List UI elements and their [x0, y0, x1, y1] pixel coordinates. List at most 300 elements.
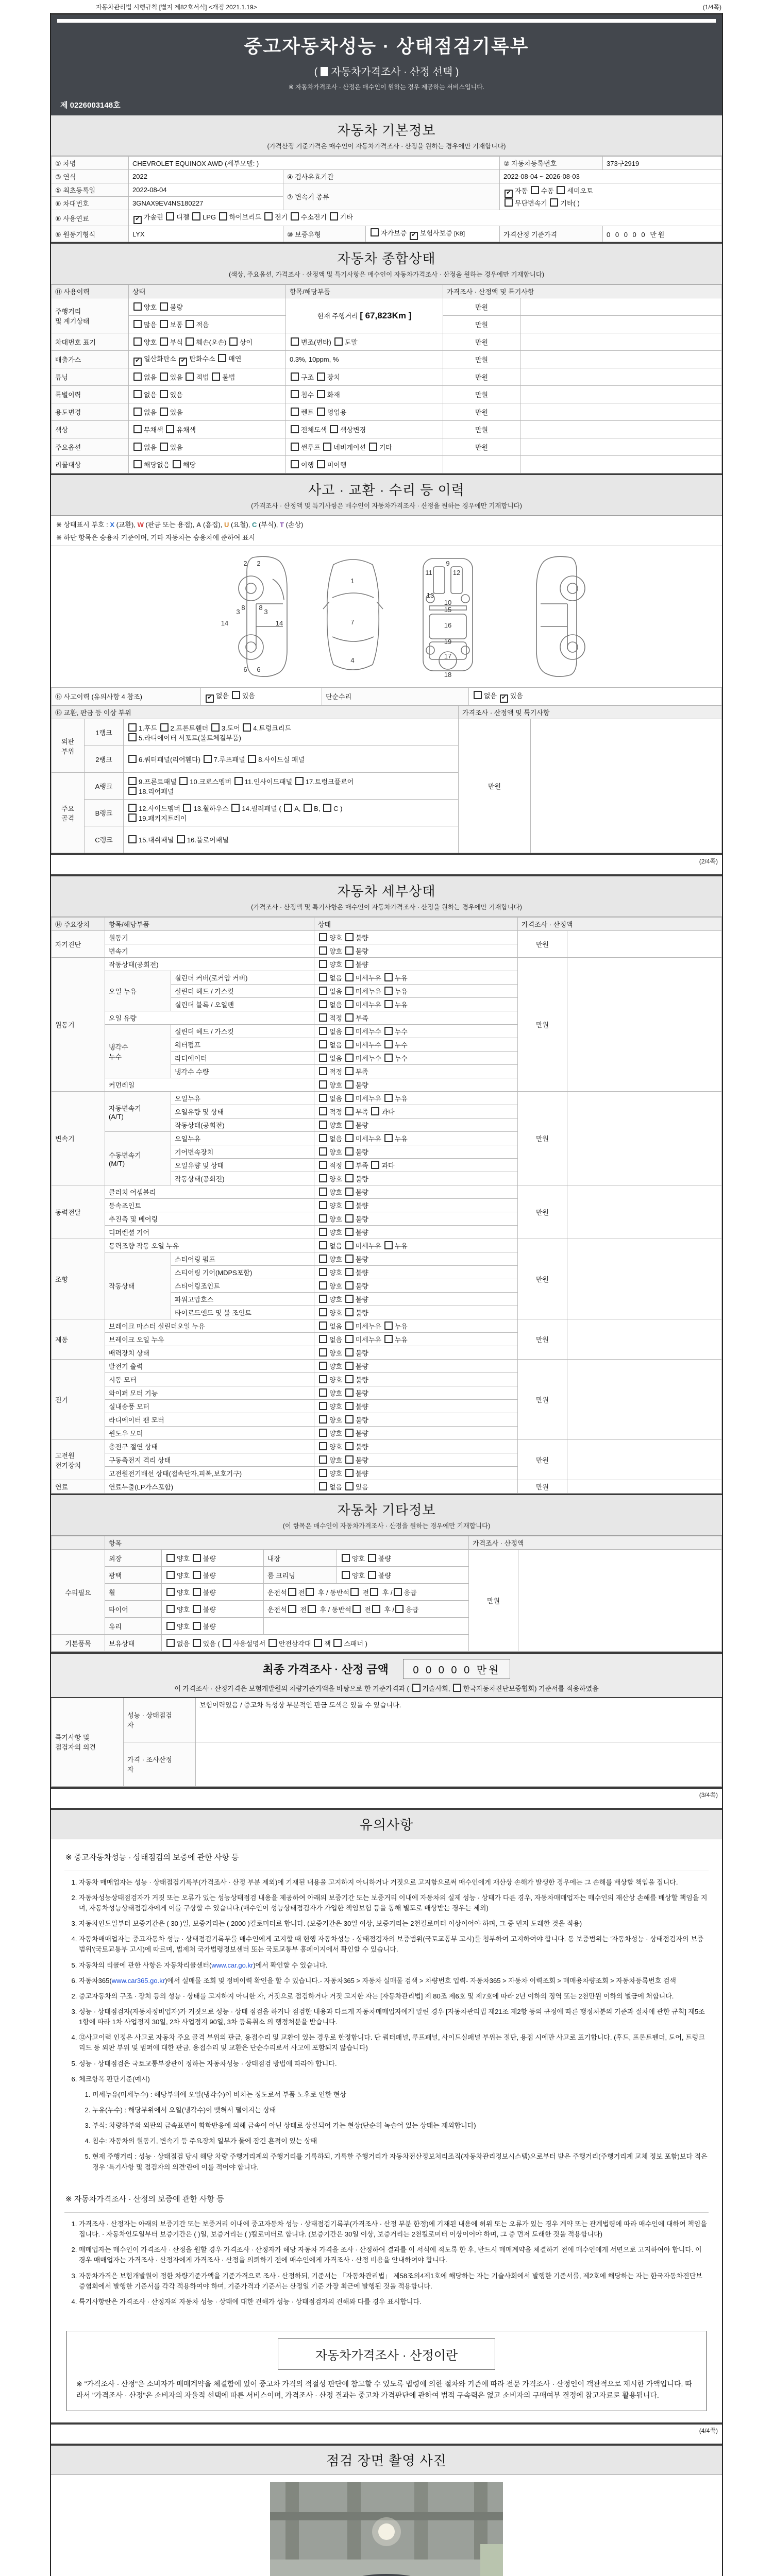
infobox-title: 자동차가격조사 · 산정이란 — [278, 2338, 495, 2370]
checkbox[interactable] — [319, 1054, 327, 1062]
checkbox[interactable] — [384, 1054, 393, 1062]
checkbox[interactable] — [291, 408, 299, 416]
checkbox[interactable] — [193, 1639, 201, 1647]
checkbox[interactable] — [128, 777, 137, 785]
state-options: 양호 불량 — [314, 1346, 518, 1360]
item-label: 타이로드엔드 및 볼 조인트 — [171, 1306, 314, 1319]
checkbox[interactable] — [243, 723, 251, 732]
checkbox[interactable] — [345, 1241, 354, 1249]
checkbox[interactable] — [160, 302, 168, 311]
checkbox[interactable] — [384, 1040, 393, 1048]
checkbox[interactable] — [160, 408, 168, 416]
checkbox[interactable] — [186, 337, 194, 346]
checkbox[interactable] — [204, 755, 212, 763]
criteria-item: 2. 누유(누수) : 해당부위에서 오일(냉각수)이 맺혀서 떨어지는 상태 — [92, 2105, 709, 2115]
checkbox[interactable] — [384, 1094, 393, 1102]
checkbox[interactable] — [248, 755, 256, 763]
price-cell: 만원 — [443, 403, 520, 421]
checkbox[interactable] — [166, 1605, 175, 1613]
checkbox[interactable] — [319, 1281, 327, 1290]
item-options: 변조(변타) 도말 — [286, 333, 443, 351]
checkbox[interactable] — [186, 372, 194, 381]
checkbox[interactable] — [505, 198, 513, 207]
checkbox[interactable] — [193, 1554, 201, 1562]
state-code-letter: T — [280, 521, 284, 529]
checkbox[interactable] — [288, 1588, 296, 1596]
item-options: 구조 장치 — [286, 368, 443, 386]
checkbox[interactable] — [319, 1335, 327, 1343]
checkbox[interactable] — [345, 1201, 354, 1209]
checkbox[interactable] — [284, 804, 292, 812]
checkbox[interactable] — [319, 1147, 327, 1156]
other-info-title: 자동차 기타정보 — [337, 1502, 436, 1518]
checkbox[interactable] — [291, 425, 299, 433]
notice-item: 2. 중고자동차의 구조 · 장치 등의 성능 · 상태를 고지하지 아니한 자, 거짓으로 점검하거나 거짓 고지한 자는 [자동차관리법] 제 80조 제6호 및 제7호에 따라 2년 이하의 징역 또는 2천만원 이하의 벌금에 처합니다. — [79, 1991, 709, 2002]
checkbox[interactable] — [295, 777, 304, 785]
checkbox[interactable] — [133, 320, 142, 328]
checkbox[interactable] — [319, 1255, 327, 1263]
checkbox[interactable] — [384, 1027, 393, 1035]
checkbox[interactable] — [133, 372, 142, 381]
checkbox[interactable] — [323, 443, 331, 451]
checkbox[interactable] — [291, 372, 299, 381]
checkbox[interactable] — [395, 1605, 404, 1613]
item-label: 라디에이터 — [171, 1052, 314, 1065]
checkbox[interactable] — [319, 1107, 327, 1115]
state-options: 양호 불량 — [314, 1427, 518, 1440]
item-label: 구동축전지 격리 상태 — [105, 1453, 314, 1467]
checkbox[interactable] — [319, 1308, 327, 1316]
state-code-letter: U — [224, 521, 229, 529]
price-cell: 만원 — [443, 386, 520, 403]
checkbox[interactable] — [317, 390, 325, 398]
checkbox[interactable] — [193, 1622, 201, 1630]
checkbox[interactable] — [345, 933, 354, 941]
checkbox[interactable] — [345, 1335, 354, 1343]
checkbox[interactable] — [342, 1571, 350, 1579]
other-info-table — [51, 1536, 722, 1652]
checkbox[interactable]: ✔ — [179, 358, 187, 366]
inspection-photo-front — [270, 2482, 503, 2576]
checkbox[interactable] — [160, 443, 168, 451]
checkbox[interactable] — [160, 723, 169, 732]
page-marker-1: (1/4쪽) — [702, 4, 721, 11]
checkbox[interactable] — [345, 1455, 354, 1464]
checkbox[interactable] — [219, 212, 227, 221]
overall-state-table — [51, 284, 722, 473]
row-label: 용도변경 — [52, 403, 129, 421]
checkbox[interactable] — [368, 1571, 376, 1579]
checkbox[interactable] — [345, 973, 354, 981]
checkbox[interactable] — [319, 1013, 327, 1022]
state-options: 없음 미세누유 누유 — [314, 1319, 518, 1333]
checkbox[interactable]: ✔ — [505, 190, 513, 198]
checkbox[interactable] — [218, 354, 226, 362]
subgroup-label: 냉각수 누수 — [105, 1025, 171, 1078]
checkbox[interactable] — [319, 933, 327, 941]
reg-no-value: 373구2919 — [603, 157, 722, 170]
checkbox[interactable] — [345, 1013, 354, 1022]
checkbox[interactable] — [319, 1295, 327, 1303]
url-text[interactable]: www.car365.go.kr — [111, 1976, 165, 1985]
checkbox[interactable] — [371, 1161, 379, 1169]
checkbox[interactable] — [319, 1161, 327, 1169]
page-marker-3: (3/4쪽) — [699, 1791, 718, 1799]
checkbox[interactable] — [370, 1588, 378, 1596]
checkbox[interactable] — [160, 337, 168, 346]
checkbox[interactable]: ✔ — [410, 232, 418, 240]
checkbox[interactable] — [232, 691, 240, 699]
checkbox[interactable] — [330, 425, 338, 433]
checkbox[interactable] — [319, 1429, 327, 1437]
block-detail-state — [51, 874, 722, 1789]
state-options: 양호 불량 — [314, 1199, 518, 1212]
checkbox[interactable] — [133, 443, 142, 451]
note-cell — [567, 1360, 722, 1440]
diagram-zone-number: 2 — [257, 560, 261, 567]
diagram-zone-number: 6 — [243, 666, 247, 673]
notice-list-b — [64, 1991, 709, 2173]
checkbox[interactable] — [345, 1268, 354, 1276]
state-options: ✔ 일산화탄소 ✔ 탄화수소 매연 — [129, 351, 286, 368]
checkbox[interactable] — [319, 960, 327, 968]
note-cell — [520, 386, 722, 403]
field-label: ⑦ 변속기 종류 — [283, 183, 500, 210]
checkbox[interactable]: ✔ — [206, 694, 214, 703]
checkbox[interactable] — [231, 804, 240, 812]
year-value: 2022 — [129, 170, 283, 183]
checkbox[interactable] — [319, 1040, 327, 1048]
diagram-zone-number: 9 — [446, 560, 450, 567]
document-note: ※ 자동차가격조사 · 산정은 매수인이 원하는 경우 제공하는 서비스입니다. — [288, 83, 485, 91]
checkbox[interactable] — [345, 1188, 354, 1196]
state-options: 양호 불량 — [314, 1279, 518, 1293]
url-text[interactable]: www.car.go.kr — [211, 1961, 254, 1969]
checkbox[interactable] — [384, 1321, 393, 1330]
checkbox[interactable] — [345, 946, 354, 955]
checkbox[interactable] — [317, 372, 325, 381]
field-label: ⑧ 사용연료 — [52, 210, 129, 226]
state-options: 없음 있음 적법 불법 — [129, 368, 286, 386]
field-label: ④ 검사유효기간 — [283, 170, 500, 183]
checkbox[interactable] — [345, 1214, 354, 1223]
checkbox[interactable] — [166, 425, 174, 433]
checkbox[interactable] — [193, 1605, 201, 1613]
checkbox[interactable] — [166, 1588, 175, 1596]
checkbox[interactable] — [345, 1255, 354, 1263]
checkbox[interactable] — [319, 1121, 327, 1129]
rank-items: 9.프론트패널 10.크로스멤버 11.인사이드패널 17.트렁크플로어 18.리어패널 — [124, 773, 459, 800]
checkbox[interactable] — [133, 408, 142, 416]
price-cell: 만원 — [459, 719, 531, 853]
checkbox[interactable] — [128, 755, 137, 763]
checkbox[interactable] — [166, 1622, 175, 1630]
checkbox[interactable] — [268, 1639, 277, 1647]
checkbox[interactable] — [345, 1027, 354, 1035]
checkbox[interactable] — [133, 425, 142, 433]
diagram-zone-number: 15 — [444, 606, 452, 614]
state-options: 양호 불량 — [162, 1567, 264, 1584]
rank-items: 6.쿼터패널(리어휀다) 7.루프패널 8.사이드실 패널 — [124, 746, 459, 773]
checkbox[interactable] — [350, 1588, 359, 1596]
checkbox[interactable] — [319, 1080, 327, 1089]
checkbox[interactable] — [345, 1415, 354, 1423]
checkbox[interactable] — [183, 804, 191, 812]
checkbox[interactable] — [193, 1571, 201, 1579]
checkbox[interactable] — [345, 1094, 354, 1102]
checkbox[interactable] — [345, 1067, 354, 1075]
state-options: 양호 불량 — [314, 958, 518, 971]
checkbox[interactable] — [394, 1588, 402, 1596]
checkbox[interactable] — [133, 302, 142, 311]
inspection-photos — [51, 2475, 722, 2576]
checkbox[interactable] — [319, 1455, 327, 1464]
checkbox[interactable] — [319, 1067, 327, 1075]
checkbox[interactable] — [166, 212, 174, 221]
checkbox[interactable] — [345, 1375, 354, 1383]
checkbox[interactable] — [345, 1281, 354, 1290]
checkbox[interactable] — [166, 1571, 175, 1579]
checkbox[interactable] — [319, 1442, 327, 1450]
checkbox[interactable] — [308, 1605, 316, 1613]
item-options: 0.3%, 10ppm, % — [286, 351, 443, 368]
checkbox[interactable] — [319, 1388, 327, 1397]
checkbox[interactable] — [128, 804, 137, 812]
state-options: 적정 부족 — [314, 1065, 518, 1078]
block-main-info — [51, 13, 722, 855]
criteria-item: 5. 현재 주행거리 : 성능 · 상태점검 당시 해당 차량 주행거리계의 주행거리를 기록하되, 기록한 주행거리가 자동차전산정보처리조직(자동차관리정보시스템)으로부터 받은 주행거리(주행거리계 교체 정보 포함)보다 적은 경우 '특기사항 및 점검자의 의견'란에 이를 적어야 합니다. — [92, 2151, 709, 2172]
checkbox[interactable] — [345, 1348, 354, 1357]
checkbox[interactable] — [173, 460, 181, 468]
diagram-zone-number: 16 — [444, 621, 452, 629]
checkbox[interactable]: ✔ — [133, 216, 142, 224]
diagram-zone-number: 14 — [275, 619, 283, 627]
state-options: 양호 부식 훼손(오손) 상이 — [129, 333, 286, 351]
checkbox[interactable] — [345, 1161, 354, 1169]
checkbox[interactable] — [345, 1134, 354, 1142]
checkbox[interactable] — [345, 1174, 354, 1182]
checkbox[interactable] — [319, 946, 327, 955]
checkbox[interactable] — [133, 337, 142, 346]
inspection-period-value: 2022-08-04 ~ 2026-08-03 — [500, 170, 722, 183]
notice-item: 3. 자동차인도일부터 보증기간은 ( 30 )일, 보증거리는 ( 2000 )킬로미터로 합니다. (보증기간은 30일 이상, 보증거리는 2천킬로미터 이상이어야 하며, 그 중 먼저 도래한 것을 적용) — [79, 1919, 709, 1929]
base-price-value: 0 0 0 0 0 만원 — [603, 226, 722, 242]
checkbox[interactable] — [319, 1201, 327, 1209]
checkbox[interactable] — [371, 228, 379, 236]
checkbox[interactable] — [306, 1588, 314, 1596]
state-code-label: (흠집), — [201, 521, 224, 529]
checkbox[interactable] — [345, 1040, 354, 1048]
checkbox[interactable] — [234, 777, 243, 785]
accident-row-grid — [51, 687, 722, 705]
checkbox[interactable] — [160, 372, 168, 381]
rank-items: 12.사이드멤버 13.휠하우스 14.필러패널 ( A, B, C ) 19.패키지트레이 — [124, 800, 459, 826]
checkbox[interactable] — [371, 1107, 379, 1115]
checkbox[interactable] — [160, 390, 168, 398]
checkbox[interactable] — [133, 460, 142, 468]
checkbox[interactable] — [319, 1027, 327, 1035]
checkbox[interactable] — [319, 1241, 327, 1249]
checkbox[interactable] — [384, 1000, 393, 1008]
checkbox[interactable] — [319, 1375, 327, 1383]
checkbox[interactable] — [345, 987, 354, 995]
checkbox[interactable] — [291, 390, 299, 398]
checkbox[interactable] — [291, 337, 299, 346]
checkbox[interactable] — [229, 337, 238, 346]
checkbox[interactable] — [333, 1639, 342, 1647]
checkbox[interactable] — [291, 460, 299, 468]
checkbox[interactable] — [557, 186, 565, 194]
checkbox[interactable] — [288, 1605, 296, 1613]
row-label: 튜닝 — [52, 368, 129, 386]
checkbox[interactable] — [193, 1588, 201, 1596]
checkbox[interactable] — [128, 787, 137, 795]
checkbox[interactable] — [319, 1000, 327, 1008]
checkbox[interactable] — [345, 960, 354, 968]
checkbox[interactable] — [531, 186, 539, 194]
checkbox[interactable] — [223, 1639, 231, 1647]
checkbox[interactable] — [160, 320, 168, 328]
checkbox[interactable] — [264, 212, 273, 221]
subgroup-label: 작동상태 — [105, 1252, 171, 1319]
item-label: 실린더 헤드 / 가스킷 — [171, 985, 314, 998]
checkbox[interactable] — [453, 1684, 461, 1692]
checkbox[interactable] — [319, 973, 327, 981]
checkbox[interactable] — [319, 1469, 327, 1477]
checkbox[interactable] — [345, 1482, 354, 1490]
checkbox[interactable] — [211, 723, 220, 732]
checkbox[interactable] — [334, 337, 343, 346]
checkbox[interactable] — [319, 1348, 327, 1357]
checkbox[interactable] — [128, 733, 137, 741]
checkbox[interactable]: ✔ — [133, 358, 142, 366]
checkbox[interactable] — [133, 390, 142, 398]
item-label: 작동상태(공회전) — [171, 1118, 314, 1132]
item-label: 원동기 — [105, 931, 314, 944]
checkbox[interactable] — [291, 443, 299, 451]
checkbox[interactable] — [319, 1094, 327, 1102]
checkbox[interactable] — [384, 987, 393, 995]
checkbox[interactable] — [369, 443, 377, 451]
checkbox[interactable] — [319, 1134, 327, 1142]
state-code-label: (부식), — [257, 521, 280, 529]
field-label: ① 차명 — [52, 157, 129, 170]
checkbox[interactable] — [345, 1429, 354, 1437]
accident-label: ⑫ 사고이력 (유의사항 4 참조) — [52, 688, 201, 705]
checkbox[interactable] — [319, 1268, 327, 1276]
state-options: 없음 미세누유 누유 — [314, 971, 518, 985]
checkbox[interactable] — [128, 835, 137, 843]
checkbox[interactable] — [345, 1442, 354, 1450]
checkbox[interactable] — [412, 1684, 421, 1692]
col-header — [52, 1536, 105, 1550]
checkbox[interactable] — [345, 1308, 354, 1316]
checkbox[interactable] — [550, 198, 558, 207]
checkbox[interactable] — [474, 691, 482, 699]
checkbox[interactable] — [319, 1214, 327, 1223]
checkbox[interactable] — [319, 1228, 327, 1236]
checkbox[interactable] — [323, 804, 331, 812]
checkbox[interactable] — [319, 1402, 327, 1410]
checkbox[interactable] — [345, 1295, 354, 1303]
checkbox[interactable] — [345, 1147, 354, 1156]
checkbox[interactable] — [319, 1362, 327, 1370]
price-cell: 만원 — [518, 1185, 567, 1239]
checkbox[interactable] — [291, 212, 299, 221]
checkbox[interactable] — [345, 1080, 354, 1089]
checkbox[interactable] — [317, 460, 325, 468]
checkbox[interactable] — [179, 777, 188, 785]
device-group-label: 동력전달 — [52, 1185, 105, 1239]
checkbox[interactable] — [212, 372, 220, 381]
checkbox[interactable] — [192, 212, 200, 221]
state-options: 양호 불량 — [314, 1373, 518, 1386]
checkbox[interactable] — [384, 1134, 393, 1142]
checkbox[interactable] — [186, 320, 194, 328]
checkbox[interactable] — [319, 1174, 327, 1182]
checkbox[interactable] — [128, 723, 137, 732]
checkbox[interactable] — [177, 835, 185, 843]
field-label: 가격산정 기준가격 — [500, 226, 603, 242]
checkbox[interactable] — [319, 1415, 327, 1423]
diagram-zone-number: 8 — [241, 604, 245, 612]
checkbox[interactable] — [352, 1605, 361, 1613]
checkbox[interactable] — [345, 1388, 354, 1397]
checkbox[interactable] — [384, 973, 393, 981]
checkbox[interactable] — [345, 1402, 354, 1410]
checkbox[interactable] — [317, 408, 325, 416]
checkbox[interactable] — [314, 1639, 322, 1647]
checkbox[interactable] — [345, 1107, 354, 1115]
checkbox[interactable] — [345, 1121, 354, 1129]
device-group-label: 변속기 — [52, 1092, 105, 1185]
accident-title: 사고 · 교환 · 수리 등 이력 — [308, 482, 465, 498]
checkbox[interactable] — [330, 212, 338, 221]
checkbox[interactable] — [319, 1482, 327, 1490]
notice-item: 5. 자동차의 리콜에 관한 사항은 자동차리콜센터(www.car.go.kr)에서 확인할 수 있습니다. — [79, 1960, 709, 1971]
checkbox[interactable] — [345, 1000, 354, 1008]
opinion-text — [196, 1742, 722, 1786]
state-options: 양호 불량 — [162, 1618, 264, 1635]
checkbox[interactable] — [345, 1054, 354, 1062]
checkbox[interactable] — [345, 1469, 354, 1477]
checkbox[interactable] — [128, 814, 137, 822]
checkbox[interactable] — [372, 1605, 380, 1613]
checkbox[interactable] — [345, 1228, 354, 1236]
checkbox[interactable] — [384, 1335, 393, 1343]
state-options: 없음 미세누수 누수 — [314, 1052, 518, 1065]
checkbox[interactable] — [166, 1639, 175, 1647]
state-options: 양호 불량 — [314, 931, 518, 944]
checkbox[interactable] — [345, 1362, 354, 1370]
checkbox[interactable] — [345, 1321, 354, 1330]
infobox-body: ※ "가격조사 · 산정"은 소비자가 매매계약을 체결함에 있어 중고차 가격의 적절성 판단에 참고할 수 있도록 법령에 의한 절차와 기준에 따라 전문 가격조사 · 산정인이 객관적으로 제시한 가액입니다. 따라서 "가격조사 · 산정"은 소비자의 자율적 선택에 따른 서비스이며, 가격조사 · 산정 결과는 중고차 가격판단에 관하여 법적 구속력은 없고 소비자의 구매여부 결정에 참고자료로 활용됩니다. — [76, 2379, 692, 2400]
checkbox[interactable] — [166, 1554, 175, 1562]
state-options: 양호 불량 — [314, 1360, 518, 1373]
checkbox[interactable] — [319, 987, 327, 995]
checkbox[interactable]: ✔ — [500, 694, 508, 703]
accident-header — [51, 473, 722, 516]
note-cell — [567, 931, 722, 958]
checkbox[interactable] — [368, 1554, 376, 1562]
checkbox[interactable] — [319, 1321, 327, 1330]
checkbox[interactable] — [342, 1554, 350, 1562]
checkbox[interactable] — [304, 804, 312, 812]
checkbox[interactable] — [319, 1188, 327, 1196]
checkbox[interactable] — [384, 1241, 393, 1249]
state-options: 양호 불량 — [314, 1118, 518, 1132]
item-label: 추진축 및 베어링 — [105, 1212, 314, 1226]
